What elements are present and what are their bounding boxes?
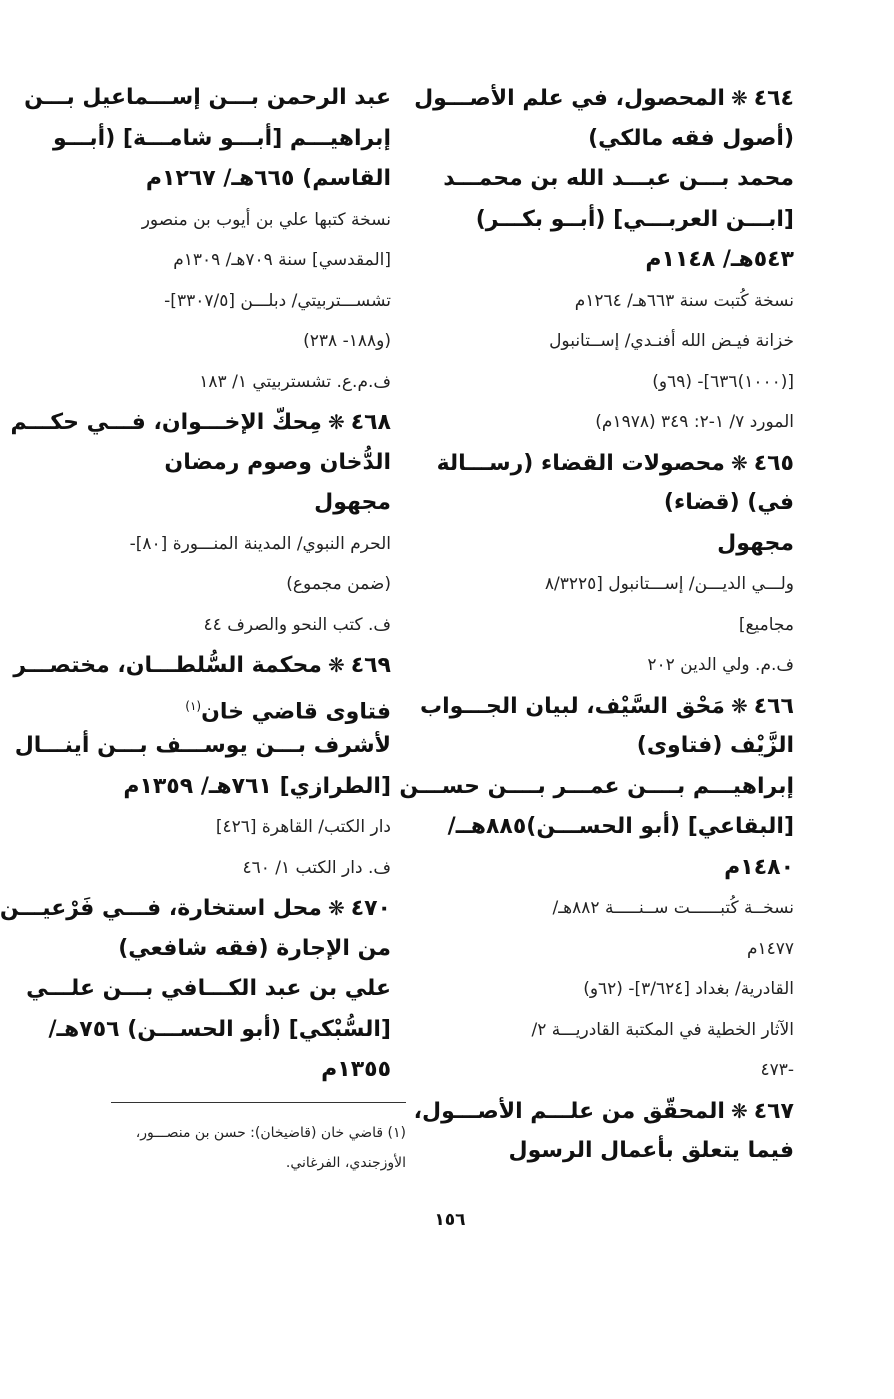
left-column bbox=[0, 78, 391, 1091]
line-text: (و١٨٨- ٢٣٨) bbox=[303, 331, 391, 351]
entry-detail-line bbox=[79, 281, 391, 322]
entry-detail-line bbox=[79, 200, 391, 241]
entry-heading bbox=[436, 443, 794, 484]
line-text: دار الكتب/ القاهرة [٤٢٦] bbox=[215, 817, 391, 837]
line-text: من الإجارة (فقه شافعي) bbox=[118, 935, 391, 961]
line-text: مجهول bbox=[314, 490, 391, 515]
entry-bold-line bbox=[79, 159, 391, 200]
line-text: فتاوى قاضي خان bbox=[201, 698, 391, 724]
entry-title: مَحْق السَّيْف، لبيان الجـــواب bbox=[420, 693, 725, 719]
entry-bold-line bbox=[14, 726, 391, 767]
footnote-line: الأوزجندي، الفرغاني. bbox=[285, 1155, 406, 1171]
entry-bold-line bbox=[79, 1050, 391, 1091]
entry-heading bbox=[10, 402, 391, 443]
line-text: محمد بـــن عبـــد الله بن محمـــد bbox=[443, 166, 794, 191]
line-text: ف.م. ولي الدين ٢٠٢ bbox=[647, 655, 794, 675]
footnote-divider bbox=[111, 1102, 406, 1103]
entry-number: ٤٦٤ bbox=[753, 86, 794, 111]
entry-bold-line bbox=[79, 686, 391, 727]
footnote-line: (١) قاضي خان (قاضيخان): حسن بن منصـــور، bbox=[135, 1125, 406, 1141]
entry-bold-line bbox=[444, 240, 794, 281]
entry-bold-line bbox=[444, 848, 794, 889]
entry-bold-line bbox=[444, 159, 794, 200]
line-text: [ابـــن العربـــي] (أبــو بكـــر) bbox=[475, 206, 794, 232]
right-column bbox=[399, 78, 794, 1172]
line-text: تشســـتربيتي/ دبلـــن [٣٣٠٧/٥]- bbox=[164, 290, 391, 311]
entry-number: ٤٦٨ bbox=[350, 410, 391, 435]
line-text: [البقاعي] (أبو الحســـن)٨٨٥هــ/ bbox=[447, 814, 794, 839]
entry-bold-line bbox=[444, 524, 794, 565]
line-text: إبراهيـــم بــــن عمـــر بــــن حســـن bbox=[399, 773, 794, 799]
line-text: الآثار الخطية في المكتبة القادريـــة ٢/ bbox=[531, 1019, 794, 1040]
entry-detail-line bbox=[79, 524, 391, 565]
entry-detail-line bbox=[444, 362, 794, 403]
asterism-icon: ❋ bbox=[327, 410, 345, 434]
line-text: ١٤٧٧م bbox=[746, 938, 794, 959]
asterism-icon: ❋ bbox=[327, 896, 345, 920]
asterism-icon: ❋ bbox=[730, 86, 748, 110]
entry-detail-line bbox=[444, 321, 794, 362]
line-text: الزَّيْف (فتاوى) bbox=[636, 733, 794, 758]
entry-title: المحصول، في علم الأصـــول bbox=[414, 86, 725, 111]
entry-heading bbox=[414, 78, 794, 119]
line-text: [(١٠٠٠)٦٣٦]- (٦٩و) bbox=[652, 371, 794, 392]
entry-detail-line bbox=[79, 848, 391, 889]
entry-bold-line bbox=[79, 929, 391, 970]
entry-title: مِحكّ الإخـــوان، فـــي حكـــم bbox=[10, 410, 322, 435]
entry-detail-line bbox=[79, 564, 391, 605]
line-text: ١٤٨٠م bbox=[724, 854, 794, 880]
footnotes bbox=[106, 1118, 406, 1178]
line-text: علي بن عبد الكـــافي بـــن علـــي bbox=[26, 976, 391, 1001]
line-text: نسخة كتبها علي بن أيوب بن منصور bbox=[141, 209, 391, 230]
line-text: (أصول فقه مالكي) bbox=[588, 125, 794, 151]
entry-detail-line bbox=[79, 807, 391, 848]
line-text: ف.م.ع. تشستربيتي ١/ ١٨٣ bbox=[199, 371, 391, 392]
line-text: الدُّخان وصوم رمضان bbox=[164, 449, 391, 475]
line-text: ف. دار الكتب ١/ ٤٦٠ bbox=[242, 857, 391, 878]
line-text: ف. كتب النحو والصرف ٤٤ bbox=[203, 614, 391, 635]
entry-number: ٤٦٧ bbox=[753, 1098, 794, 1124]
entry-detail-line bbox=[444, 888, 794, 929]
entry-bold-line bbox=[444, 200, 794, 241]
entry-detail-line bbox=[444, 281, 794, 322]
footnote-marker: (١) bbox=[185, 698, 202, 713]
entry-title: محصولات القضاء (رســـالة bbox=[436, 450, 725, 476]
line-text: نسخة كُتبت سنة ٦٦٣هـ/ ١٢٦٤م bbox=[574, 290, 794, 311]
line-text: ١٣٥٥م bbox=[321, 1057, 391, 1082]
entry-bold-line bbox=[444, 1131, 794, 1172]
entry-title: محكمة السُّلطـــان، مختصـــر bbox=[13, 653, 322, 678]
entry-bold-line bbox=[79, 483, 391, 524]
entry-bold-line bbox=[444, 807, 794, 848]
entry-bold-line bbox=[48, 1010, 391, 1051]
entry-number: ٤٦٩ bbox=[350, 653, 391, 678]
asterism-icon: ❋ bbox=[730, 1098, 748, 1123]
line-text: [الطرازي] ٧٦١هـ/ ١٣٥٩م bbox=[123, 773, 391, 799]
entry-detail-line bbox=[79, 321, 391, 362]
entry-detail-line bbox=[444, 402, 794, 443]
entry-heading bbox=[13, 645, 391, 686]
entry-bold-line bbox=[444, 483, 794, 524]
page-number: ١٥٦ bbox=[434, 1210, 466, 1230]
line-text: في) (قضاء) bbox=[663, 490, 794, 515]
entry-bold-line bbox=[444, 119, 794, 160]
entry-bold-line bbox=[399, 767, 794, 808]
entry-bold-line bbox=[79, 767, 391, 808]
entry-number: ٤٦٥ bbox=[753, 450, 794, 476]
entry-heading bbox=[0, 888, 391, 929]
entry-detail-line bbox=[444, 605, 794, 646]
entry-detail-line bbox=[79, 362, 391, 403]
entry-bold-line bbox=[79, 443, 391, 484]
line-text: ولـــي الديـــن/ إســـتانبول [٨/٣٢٢٥ bbox=[544, 574, 794, 594]
entry-detail-line bbox=[444, 645, 794, 686]
entry-heading bbox=[420, 686, 794, 727]
asterism-icon: ❋ bbox=[730, 693, 748, 718]
line-text: القادرية/ بغداد [٣/٦٢٤]- (٦٢و) bbox=[583, 979, 794, 999]
entry-detail-line bbox=[444, 564, 794, 605]
line-text: نسخــة كُتبــــــت ســنـــــة ٨٨٢هـ/ bbox=[552, 898, 794, 918]
entry-heading bbox=[413, 1091, 794, 1132]
line-text: -٤٧٣ bbox=[760, 1060, 794, 1080]
line-text: القاسم) ٦٦٥هـ/ ١٢٦٧م bbox=[145, 166, 391, 191]
line-text: الحرم النبوي/ المدينة المنـــورة [٨٠]- bbox=[129, 533, 391, 554]
asterism-icon: ❋ bbox=[327, 653, 345, 677]
line-text: ٥٤٣هـ/ ١١٤٨م bbox=[645, 247, 794, 272]
line-text: خزانة فيـض الله أفنـدي/ إســتانبول bbox=[549, 331, 794, 351]
entry-detail-line bbox=[444, 969, 794, 1010]
entry-bold-line bbox=[53, 119, 391, 160]
entry-bold-line bbox=[24, 78, 391, 119]
entry-detail-line bbox=[79, 240, 391, 281]
line-text: فيما يتعلق بأعمال الرسول bbox=[508, 1138, 794, 1163]
entry-detail-line bbox=[79, 605, 391, 646]
entry-number: ٤٦٦ bbox=[753, 693, 794, 719]
entry-bold-line bbox=[26, 969, 391, 1010]
line-text: [السُّبْكي] (أبو الحســـن) ٧٥٦هـ/ bbox=[48, 1016, 391, 1042]
line-text: مجهول bbox=[717, 530, 794, 556]
entry-title: محل استخارة، فـــي فَرْعيـــن bbox=[0, 896, 322, 921]
line-text: مجاميع] bbox=[738, 614, 794, 635]
line-text: لأشرف بـــن يوســـف بـــن أينـــال bbox=[14, 733, 391, 758]
line-text: عبد الرحمن بـــن إســـماعيل بـــن bbox=[24, 85, 391, 110]
entry-detail-line bbox=[444, 929, 794, 970]
line-text: المورد ٧/ ١-٢: ٣٤٩ (١٩٧٨م) bbox=[595, 412, 794, 432]
entry-bold-line bbox=[444, 726, 794, 767]
entry-title: المحقّق من علـــم الأصـــول، bbox=[413, 1098, 725, 1124]
entry-detail-line bbox=[444, 1050, 794, 1091]
asterism-icon: ❋ bbox=[730, 450, 748, 475]
entry-number: ٤٧٠ bbox=[350, 896, 391, 921]
line-text: (ضمن مجموع) bbox=[286, 574, 391, 594]
entry-detail-line bbox=[444, 1010, 794, 1051]
line-text: إبراهيـــم [أبـــو شامـــة] (أبـــو bbox=[53, 125, 391, 151]
line-text: [المقدسي] سنة ٧٠٩هـ/ ١٣٠٩م bbox=[173, 250, 391, 270]
